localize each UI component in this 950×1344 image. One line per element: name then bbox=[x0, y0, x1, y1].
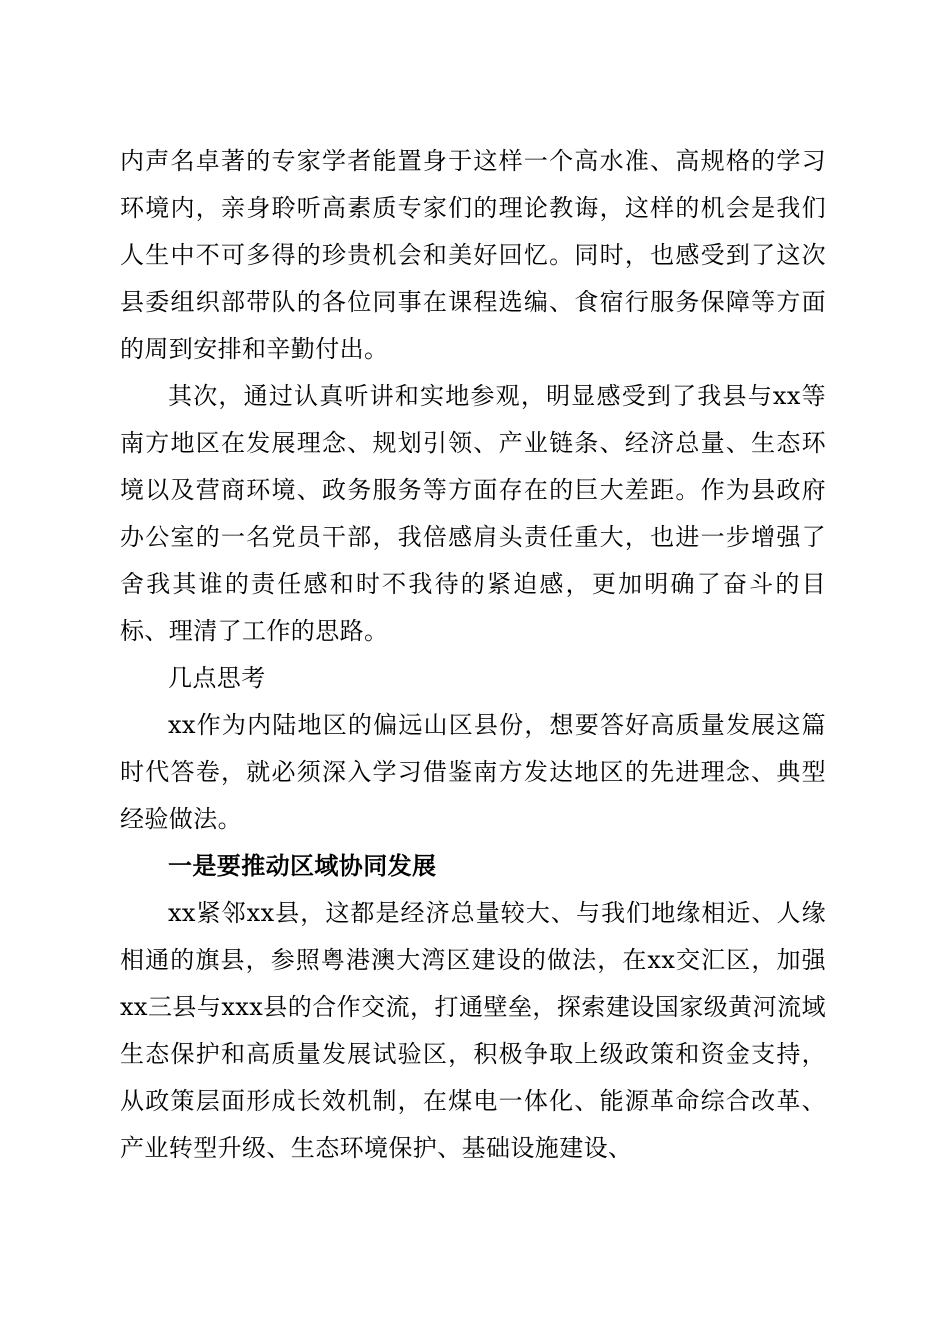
paragraph-intro-reflections: xx作为内陆地区的偏远山区县份，想要答好高质量发展这篇时代答卷，就必须深入学习借鉴南方发达地区的先进理念、典型经验做法。 bbox=[120, 711, 826, 833]
section-title-reflections: 几点思考 bbox=[168, 664, 266, 692]
heading-regional-coordination: 一是要推动区域协同发展 bbox=[168, 852, 437, 880]
paragraph-regional-coordination: xx紧邻xx县，这都是经济总量较大、与我们地缘相近、人缘相通的旗县，参照粤港澳大湾区建设的做法，在xx交汇区，加强xx三县与xxx县的合作交流，打通壁垒，探索建设国家级黄河流域生态保护和高质量发展试验区，积极争取上级政策和资金支持，从政策层面形成长效机制，在煤电一体化、能源革命综合改革、产业转型升级、生态环境保护、基础设施建设、 bbox=[120, 899, 826, 1162]
paragraph-gap-analysis: 其次，通过认真听讲和实地参观，明显感受到了我县与xx等南方地区在发展理念、规划引领、产业链条、经济总量、生态环境以及营商环境、政务服务等方面存在的巨大差距。作为县政府办公室的一名党员干部，我倍感肩头责任重大，也进一步增强了舍我其谁的责任感和时不我待的紧迫感，更加明确了奋斗的目标、理清了工作的思路。 bbox=[120, 382, 826, 645]
document-body bbox=[120, 138, 826, 1172]
paragraph-continuation: 内声名卓著的专家学者能置身于这样一个高水准、高规格的学习环境内，亲身聆听高素质专家们的理论教诲，这样的机会是我们人生中不可多得的珍贵机会和美好回忆。同时，也感受到了这次县委组织部带队的各位同事在课程选编、食宿行服务保障等方面的周到安排和辛勤付出。 bbox=[120, 147, 826, 363]
